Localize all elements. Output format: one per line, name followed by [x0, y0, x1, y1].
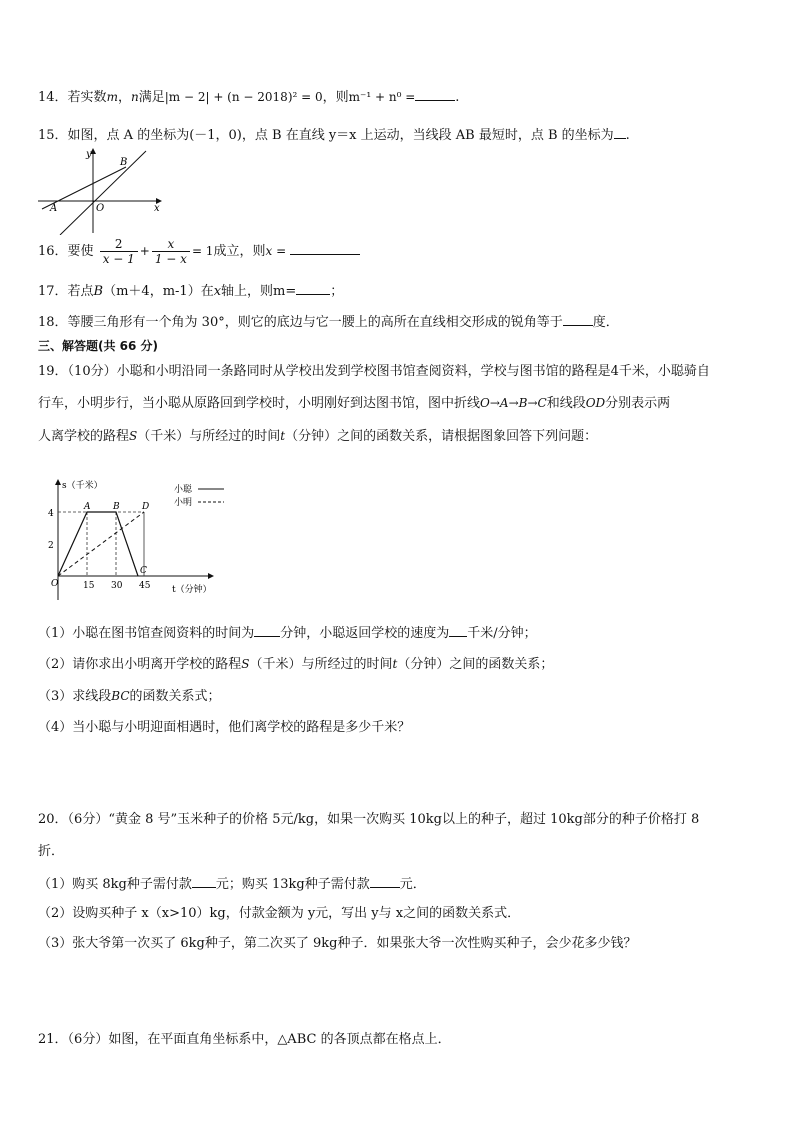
- question-19-part-3: [38, 686, 221, 707]
- q19-var-t: t: [280, 429, 286, 443]
- q19-text-line2b: 和线段: [546, 396, 586, 411]
- q19-legend-xiaocong: 小聪: [174, 485, 193, 495]
- q16-answer-blank[interactable]: [290, 240, 360, 255]
- question-20-part-3: [38, 934, 636, 954]
- q19-p2-text: （2）请你求出小明离开学校的路程: [38, 657, 242, 672]
- question-21: [38, 1030, 451, 1050]
- q19-p2-var-s: S: [241, 657, 250, 671]
- q19-x-axis-label: t（分钟）: [172, 585, 212, 595]
- question-19-line-1: [38, 362, 710, 382]
- q17-var-x: x: [213, 284, 222, 299]
- q18-answer-blank[interactable]: [563, 311, 593, 326]
- question-16: [38, 236, 360, 267]
- q17-text3: 轴上，则m=: [221, 284, 297, 299]
- q19-legend-xiaoming: 小明: [174, 498, 193, 508]
- q19-p1-text3: 千米/分钟；: [467, 626, 537, 641]
- q16-f1-numerator: 2: [100, 237, 138, 252]
- section-3-title: 三、解答题(共 66 分): [38, 339, 159, 353]
- q19-p3-text2: 的函数关系式；: [129, 689, 221, 704]
- q19-p1-blank-1[interactable]: [254, 622, 280, 637]
- question-18: [38, 311, 619, 333]
- q18-end: 度．: [592, 315, 619, 330]
- q16-f1-denominator: x − 1: [102, 252, 135, 266]
- question-14: [38, 86, 459, 108]
- q19-text-line3b: （千米）与所经过的时间: [137, 429, 281, 444]
- q16-f2-numerator: x: [152, 237, 190, 252]
- q19-xtick-15: 15: [83, 581, 95, 591]
- question-20-part-2: [38, 904, 520, 924]
- q21-text: 21．（6分）如图，在平面直角坐标系中，△ABC 的各顶点都在格点上．: [38, 1032, 451, 1047]
- q20-text-line2: 折．: [38, 844, 65, 859]
- q19-graph: [40, 470, 240, 610]
- q14-number: 14．: [38, 90, 68, 105]
- q17-answer-blank[interactable]: [296, 280, 330, 295]
- q14-sep: ，: [117, 90, 131, 105]
- q19-var-s: S: [129, 429, 138, 443]
- q19-p2-text3: （分钟）之间的函数关系；: [397, 657, 554, 672]
- q19-point-c: C: [140, 566, 147, 576]
- q15-text: 15．如图，点 A 的坐标为(－1，0)，点 B 在直线 y＝x 上运动，当线段 AB 最短时，点 B 的坐标为: [38, 128, 614, 143]
- q19-point-d: D: [142, 502, 150, 512]
- q17-text: 17．若点: [38, 284, 94, 299]
- q19-p4-text: （4）当小聪与小明迎面相遇时，他们离学校的路程是多少千米？: [38, 720, 411, 735]
- q19-x-arrow: [208, 573, 214, 579]
- q15-answer-blank[interactable]: [614, 124, 626, 139]
- q19-text-line2c: 分别表示两: [605, 396, 671, 411]
- q19-y-axis-label: s（千米）: [62, 481, 103, 491]
- q16-var-x: x: [265, 244, 273, 258]
- q17-text2: （m＋4，m-1）在: [103, 284, 214, 299]
- q14-answer-blank[interactable]: [415, 86, 455, 101]
- q15-label-b: B: [120, 157, 128, 168]
- q18-text: 18．等腰三角形有一个角为 30°，则它的底边与它一腰上的高所在直线相交形成的锐角等于: [38, 315, 563, 330]
- q20-p1-blank-1[interactable]: [192, 873, 216, 888]
- q14-text2: 满足: [138, 90, 165, 105]
- q19-y-arrow: [55, 479, 61, 485]
- q16-equals-one: = 1: [191, 244, 214, 258]
- q14-var-m: m: [106, 90, 118, 104]
- q15-end: .: [625, 128, 630, 143]
- q16-text2: 成立，则: [213, 244, 266, 259]
- question-19-part-1: [38, 622, 537, 644]
- q19-p2-var-t: t: [392, 657, 398, 671]
- question-17: [38, 280, 343, 302]
- q19-p1-text2: 分钟，小聪返回学校的速度为: [280, 626, 450, 641]
- q17-point-b: B: [93, 284, 104, 299]
- q16-equals: =: [272, 244, 290, 258]
- question-20-line-2: [38, 842, 64, 862]
- q19-point-o: O: [51, 579, 59, 589]
- q20-p1-blank-2[interactable]: [370, 873, 400, 888]
- q19-text-line2a: 行车，小明步行，当小聪从原路回到学校时，小明刚好到达图书馆，图中折线: [38, 396, 481, 411]
- q14-text: 若实数: [67, 90, 107, 105]
- q19-p3-text: （3）求线段: [38, 689, 112, 704]
- question-19-line-3: [38, 426, 597, 447]
- section-title: [38, 336, 158, 356]
- q14-expression: m⁻¹ + n⁰ =: [348, 90, 416, 104]
- q19-point-a: A: [84, 502, 91, 512]
- q19-xiaocong-line: [58, 512, 138, 576]
- q19-p1-blank-2[interactable]: [449, 622, 467, 637]
- q17-end: ；: [330, 284, 344, 299]
- q19-xtick-45: 45: [139, 581, 151, 591]
- question-19-part-4: [38, 718, 410, 738]
- q19-p2-text2: （千米）与所经过的时间: [249, 657, 393, 672]
- q14-condition: |m − 2| + (n − 2018)² = 0: [164, 90, 323, 104]
- q19-text-line1: 19．（10分）小聪和小明沿同一条路同时从学校出发到学校图书馆查阅资料，学校与图书馆的路程是4千米，小聪骑自: [38, 364, 710, 379]
- question-15: [38, 124, 630, 146]
- q15-figure: [38, 145, 168, 235]
- q20-p1-text2: 元；购买 13kg种子需付款: [215, 877, 370, 892]
- q19-point-b: B: [113, 502, 120, 512]
- q20-p3-text: （3）张大爷第一次买了 6kg种子，第二次买了 9kg种子．如果张大爷一次性购买种子，会少花多少钱？: [38, 936, 637, 951]
- q15-label-y: y: [86, 149, 92, 160]
- q15-label-x: x: [154, 203, 160, 214]
- q19-xtick-30: 30: [111, 581, 123, 591]
- q16-plus: +: [139, 244, 150, 258]
- q19-segment-od: OD: [585, 396, 606, 410]
- q20-p1-text3: 元．: [399, 877, 426, 892]
- q20-text-line1: 20．（6分）“黄金 8 号”玉米种子的价格 5元/kg，如果一次购买 10kg以上的种子，超过 10kg部分的种子价格打 8: [38, 812, 700, 827]
- q20-p1-text: （1）购买 8kg种子需付款: [38, 877, 192, 892]
- q19-text-line3c: （分钟）之间的函数关系，请根据图象回答下列问题：: [285, 429, 598, 444]
- q20-p2-text: （2）设购买种子 x（x>10）kg，付款金额为 y元，写出 y与 x之间的函数关系式．: [38, 906, 521, 921]
- q19-p1-text: （1）小聪在图书馆查阅资料的时间为: [38, 626, 255, 641]
- q15-label-o: O: [96, 203, 105, 214]
- q15-label-a: A: [50, 203, 58, 214]
- q16-f2-denominator: 1 − x: [154, 252, 187, 266]
- q19-text-line3a: 人离学校的路程: [38, 429, 130, 444]
- q14-var-n: n: [130, 90, 139, 104]
- q14-end: .: [455, 90, 460, 105]
- q19-ytick-4: 4: [48, 509, 54, 519]
- question-20-line-1: [38, 810, 699, 830]
- q19-path: O→A→B→C: [480, 396, 547, 410]
- question-19-line-2: [38, 393, 670, 414]
- q16-text: 16．要使: [38, 244, 94, 259]
- question-19-part-2: [38, 654, 553, 675]
- question-20-part-1: [38, 873, 426, 895]
- q14-text3: ，则: [322, 90, 349, 105]
- q19-p3-segment-bc: BC: [111, 689, 130, 703]
- q16-fraction-2: [152, 237, 190, 266]
- q16-fraction-1: [100, 237, 138, 266]
- q19-xiaoming-line: [58, 512, 144, 576]
- q19-ytick-2: 2: [48, 541, 54, 551]
